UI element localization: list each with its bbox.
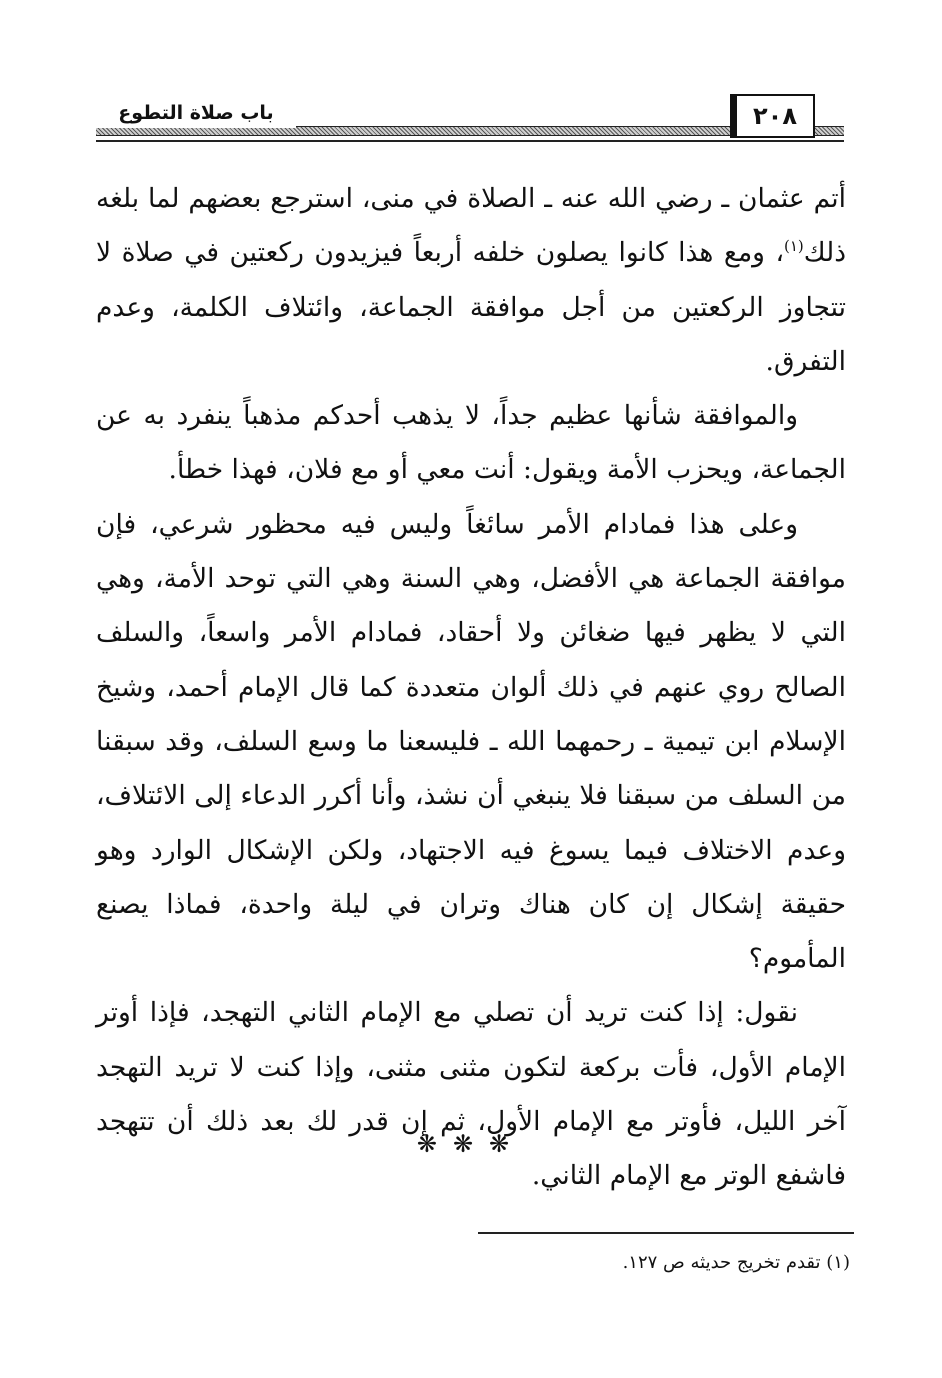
paragraph-1 [96,172,846,389]
paragraph-4: نقول: إذا كنت تريد أن تصلي مع الإمام الثاني التهجد، فإذا أوتر الإمام الأول، فأت بركعة لتكون مثنى مثنى، وإذا كنت لا تريد التهجد آخر الليل، فأوتر مع الإمام الأول، ثم إن قدر لك بعد ذلك أن تتهجد فاشفع الوتر مع الإمام الثاني. [96,997,846,1192]
chapter-title: باب صلاة التطوع [96,98,296,128]
running-header [96,90,844,148]
footnote-reference: (١) [784,237,804,256]
footnote-text: تقدم تخريج حديثه ص ١٢٧. [622,1252,821,1273]
footnote-marker: (١) [826,1252,850,1273]
footnote-divider [478,1232,854,1234]
header-rule [96,140,844,142]
section-separator: ❋❋❋ [416,1130,526,1158]
footnote-1 [500,1248,850,1278]
paragraph-3: وعلى هذا فمادام الأمر سائغاً وليس فيه محظور شرعي، فإن موافقة الجماعة هي الأفضل، وهي السنة وهي التي توحد الأمة، وهي التي لا يظهر فيها ضغائن ولا أحقاد، فمادام الأمر واسعاً، والسلف الصالح روي عنهم في ذلك ألوان متعددة كما قال الإمام أحمد، وشيخ الإسلام ابن تيمية ـ رحمهما الله ـ فليسعنا ما وسع السلف، وقد سبقنا من السلف من سبقنا فلا ينبغي أن نشذ، وأنا أكرر الدعاء إلى الائتلاف، وعدم الاختلاف فيما يسوغ فيه الاجتهاد، ولكن الإشكال الوارد وهو حقيقة إشكال إن كان هناك وتران في ليلة واحدة، فماذا يصنع المأموم؟ [96,508,846,975]
paragraph-1-text-a: أتم عثمان ـ رضي الله عنه ـ الصلاة في منى، استرجع بعضهم لما بلغه ذلك [96,183,846,269]
paragraph-2: والموافقة شأنها عظيم جداً، لا يذهب أحدكم مذهباً ينفرد به عن الجماعة، ويحزب الأمة ويقول: أنت معي أو مع فلان، فهذا خطأ. [96,400,846,486]
main-text [96,172,846,1204]
page-number: ٢٠٨ [730,94,815,138]
paragraph-1-text-b: ، ومع هذا كانوا يصلون خلفه أربعاً فيزيدون ركعتين في صلاة لا تتجاوز الركعتين من أجل موافقة الجماعة، وائتلاف الكلمة، وعدم التفرق. [96,237,846,377]
